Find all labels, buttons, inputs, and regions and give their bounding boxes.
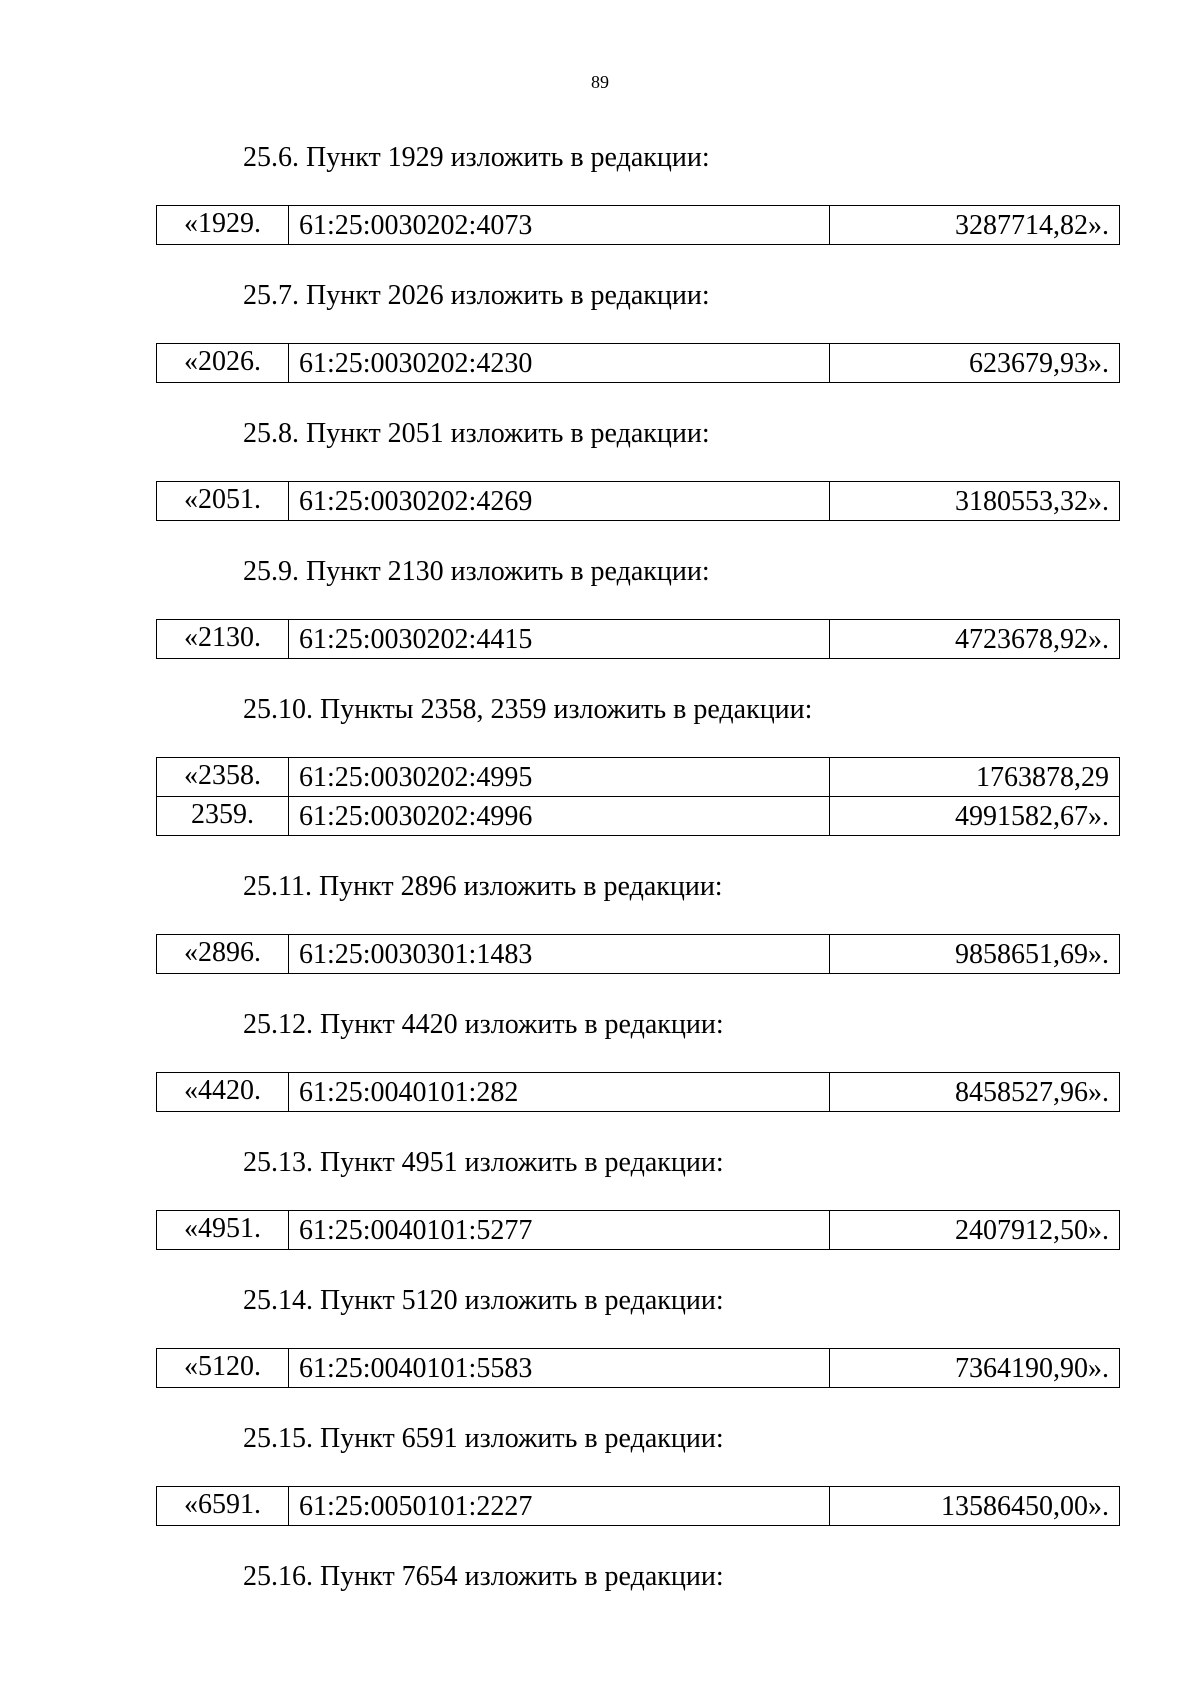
amendment-table (156, 343, 1120, 383)
section-heading: 25.15. Пункт 6591 изложить в редакции: (243, 1423, 724, 1454)
amendment-section (156, 865, 1120, 974)
amendment-table (156, 619, 1120, 659)
cadastral-number-cell: 61:25:0030202:4269 (289, 482, 830, 521)
item-number-cell: «2051. (157, 482, 289, 521)
amendment-table (156, 1348, 1120, 1388)
amendment-table (156, 205, 1120, 245)
amendment-section (156, 1003, 1120, 1112)
table-row (157, 935, 1120, 974)
cadastral-number-cell: 61:25:0040101:5583 (289, 1349, 830, 1388)
table-row (157, 797, 1120, 836)
section-heading: 25.10. Пункты 2358, 2359 изложить в редакции: (243, 694, 813, 725)
cadastral-value-cell: 3287714,82». (830, 206, 1120, 245)
amendment-section (156, 688, 1120, 836)
cadastral-number-cell: 61:25:0040101:282 (289, 1073, 830, 1112)
section-heading: 25.14. Пункт 5120 изложить в редакции: (243, 1285, 724, 1316)
cadastral-value-cell: 2407912,50». (830, 1211, 1120, 1250)
cadastral-number-cell: 61:25:0030202:4995 (289, 758, 830, 797)
amendment-table (156, 1486, 1120, 1526)
item-number-cell: 2359. (157, 797, 289, 836)
table-row (157, 1073, 1120, 1112)
amendment-section (156, 1141, 1120, 1250)
item-number-cell: «2358. (157, 758, 289, 797)
section-heading: 25.6. Пункт 1929 изложить в редакции: (243, 142, 710, 173)
cadastral-value-cell: 9858651,69». (830, 935, 1120, 974)
section-heading: 25.7. Пункт 2026 изложить в редакции: (243, 280, 710, 311)
table-row (157, 344, 1120, 383)
item-number-cell: «2130. (157, 620, 289, 659)
cadastral-value-cell: 1763878,29 (830, 758, 1120, 797)
amendment-section (156, 136, 1120, 245)
cadastral-number-cell: 61:25:0030202:4230 (289, 344, 830, 383)
table-row (157, 206, 1120, 245)
cadastral-value-cell: 7364190,90». (830, 1349, 1120, 1388)
amendment-section (156, 1279, 1120, 1388)
table-row (157, 482, 1120, 521)
page-number: 89 (591, 72, 609, 92)
amendment-section (156, 412, 1120, 521)
cadastral-number-cell: 61:25:0040101:5277 (289, 1211, 830, 1250)
item-number-cell: «2026. (157, 344, 289, 383)
cadastral-number-cell: 61:25:0030202:4415 (289, 620, 830, 659)
table-row (157, 620, 1120, 659)
item-number-cell: «6591. (157, 1487, 289, 1526)
amendment-table (156, 934, 1120, 974)
cadastral-number-cell: 61:25:0030202:4996 (289, 797, 830, 836)
amendment-section (156, 1555, 1120, 1599)
section-heading: 25.16. Пункт 7654 изложить в редакции: (243, 1561, 724, 1592)
section-heading: 25.12. Пункт 4420 изложить в редакции: (243, 1009, 724, 1040)
cadastral-value-cell: 8458527,96». (830, 1073, 1120, 1112)
document-body (156, 136, 1120, 1628)
table-row (157, 1487, 1120, 1526)
cadastral-number-cell: 61:25:0030301:1483 (289, 935, 830, 974)
cadastral-value-cell: 4723678,92». (830, 620, 1120, 659)
cadastral-value-cell: 3180553,32». (830, 482, 1120, 521)
item-number-cell: «4951. (157, 1211, 289, 1250)
section-heading: 25.13. Пункт 4951 изложить в редакции: (243, 1147, 724, 1178)
cadastral-number-cell: 61:25:0030202:4073 (289, 206, 830, 245)
amendment-section (156, 274, 1120, 383)
amendment-table (156, 1210, 1120, 1250)
section-heading: 25.9. Пункт 2130 изложить в редакции: (243, 556, 710, 587)
amendment-section (156, 550, 1120, 659)
amendment-table (156, 757, 1120, 836)
amendment-table (156, 1072, 1120, 1112)
item-number-cell: «4420. (157, 1073, 289, 1112)
cadastral-number-cell: 61:25:0050101:2227 (289, 1487, 830, 1526)
table-row (157, 1349, 1120, 1388)
item-number-cell: «5120. (157, 1349, 289, 1388)
item-number-cell: «2896. (157, 935, 289, 974)
section-heading: 25.11. Пункт 2896 изложить в редакции: (243, 871, 723, 902)
cadastral-value-cell: 623679,93». (830, 344, 1120, 383)
cadastral-value-cell: 13586450,00». (830, 1487, 1120, 1526)
table-row (157, 1211, 1120, 1250)
table-row (157, 758, 1120, 797)
cadastral-value-cell: 4991582,67». (830, 797, 1120, 836)
section-heading: 25.8. Пункт 2051 изложить в редакции: (243, 418, 710, 449)
amendment-section (156, 1417, 1120, 1526)
amendment-table (156, 481, 1120, 521)
item-number-cell: «1929. (157, 206, 289, 245)
